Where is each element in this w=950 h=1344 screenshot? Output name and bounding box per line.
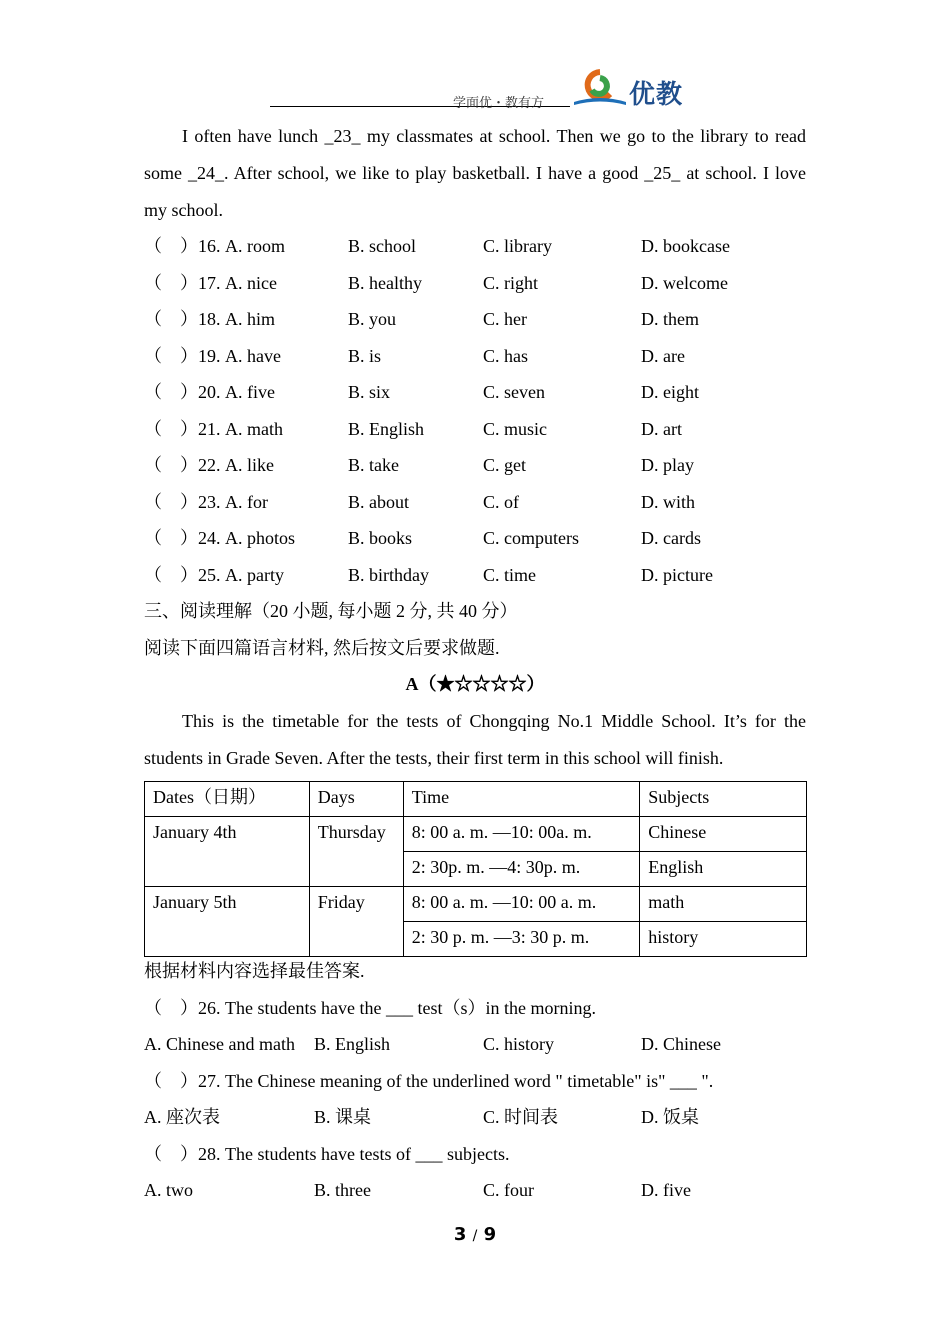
option-c: C. seven xyxy=(483,382,545,402)
option-a: A. 座次表 xyxy=(144,1107,220,1127)
option-b: B. you xyxy=(348,309,397,329)
option-d: D. eight xyxy=(641,382,699,402)
option-c: C. get xyxy=(483,455,526,475)
option-b: B. six xyxy=(348,382,391,402)
time-cell: 8: 00 a. m. —10: 00 a. m. xyxy=(403,887,640,922)
option-b: B. about xyxy=(348,492,409,512)
question-row xyxy=(144,301,806,337)
page-number xyxy=(0,1224,950,1245)
table-header-row xyxy=(145,782,807,817)
option-c: C. has xyxy=(483,346,528,366)
page-separator: / xyxy=(472,1228,478,1244)
header-cell: Days xyxy=(309,782,403,817)
option-b: B. take xyxy=(348,455,399,475)
question-28-options xyxy=(144,1172,806,1208)
question-stem: （ ）21. A. math xyxy=(144,419,283,439)
option-b: B. English xyxy=(348,419,425,439)
question-row xyxy=(144,447,806,483)
subject-cell: Chinese xyxy=(640,817,807,852)
question-stem: （ ）24. A. photos xyxy=(144,528,296,548)
option-d: D. are xyxy=(641,346,685,366)
option-d: D. picture xyxy=(641,565,713,585)
reading-instruction: 根据材料内容选择最佳答案. xyxy=(144,961,365,981)
option-b: B. school xyxy=(348,236,417,256)
passage-paragraph xyxy=(144,118,806,229)
option-d: D. cards xyxy=(641,528,701,548)
question-stem: （ ）25. A. party xyxy=(144,565,284,585)
passage-line-3: school. I love my school. xyxy=(144,163,807,220)
option-c: C. history xyxy=(483,1034,555,1054)
header-cell: Dates（日期） xyxy=(145,782,310,817)
option-b: B. 课桌 xyxy=(314,1107,372,1127)
option-b: B. healthy xyxy=(348,273,422,293)
option-d: D. them xyxy=(641,309,699,329)
intro-paragraph xyxy=(144,703,806,777)
logo-text: 优教 xyxy=(629,80,684,110)
option-c: C. computers xyxy=(483,528,579,548)
option-d: D. welcome xyxy=(641,273,728,293)
page-header xyxy=(270,68,690,110)
question-row xyxy=(144,411,806,447)
question-stem: （ ）23. A. for xyxy=(144,492,268,512)
option-c: C. of xyxy=(483,492,519,512)
option-c: C. 时间表 xyxy=(483,1107,559,1127)
option-a: A. two xyxy=(144,1180,193,1200)
option-b: B. English xyxy=(314,1034,391,1054)
passage-line-2: read some _24_. After school, we like to play basketball. I have a good _25_ at xyxy=(144,126,806,183)
current-page: 3 xyxy=(453,1224,467,1245)
header-cell: Subjects xyxy=(640,782,807,817)
option-b: B. is xyxy=(348,346,382,366)
question-row xyxy=(144,557,806,593)
time-cell: 2: 30 p. m. —3: 30 p. m. xyxy=(403,922,640,957)
option-a: A. Chinese and math xyxy=(144,1034,295,1054)
question-stem: （ ）17. A. nice xyxy=(144,273,277,293)
section-instruction: 阅读下面四篇语言材料, 然后按文后要求做题. xyxy=(144,638,500,658)
question-27-stem: （ ）27. The Chinese meaning of the underlined word " timetable" is" ___ ". xyxy=(144,1071,714,1091)
option-b: B. books xyxy=(348,528,413,548)
time-cell: 2: 30p. m. —4: 30p. m. xyxy=(403,852,640,887)
question-stem: （ ）16. A. room xyxy=(144,236,285,256)
header-slogan: 学面优・教有方 xyxy=(453,96,545,111)
subject-cell: math xyxy=(640,887,807,922)
header-cell: Time xyxy=(403,782,640,817)
question-26-options xyxy=(144,1026,806,1062)
option-d: D. bookcase xyxy=(641,236,730,256)
option-d: D. with xyxy=(641,492,695,512)
question-row xyxy=(144,338,806,374)
time-cell: 8: 00 a. m. —10: 00a. m. xyxy=(403,817,640,852)
option-c: C. right xyxy=(483,273,539,293)
date-cell: January 5th xyxy=(145,887,310,957)
question-stem: （ ）18. A. him xyxy=(144,309,276,329)
question-27-options xyxy=(144,1099,806,1135)
option-d: D. 饭桌 xyxy=(641,1107,699,1127)
question-row xyxy=(144,228,806,264)
question-row xyxy=(144,484,806,520)
question-stem: （ ）22. A. like xyxy=(144,455,274,475)
question-row xyxy=(144,520,806,556)
logo-icon xyxy=(572,68,628,110)
option-c: C. her xyxy=(483,309,527,329)
option-c: C. music xyxy=(483,419,548,439)
total-pages: 9 xyxy=(483,1224,497,1245)
passage-line-1: I often have lunch _23_ my classmates at school. Then we go to the library to xyxy=(182,126,769,146)
question-26-stem: （ ）26. The students have the ___ test（s）in the morning. xyxy=(144,998,596,1018)
option-c: C. library xyxy=(483,236,552,256)
youjiao-logo xyxy=(572,68,692,110)
subject-cell: history xyxy=(640,922,807,957)
option-b: B. birthday xyxy=(348,565,429,585)
option-c: C. time xyxy=(483,565,536,585)
question-row xyxy=(144,265,806,301)
intro-line-1: This is the timetable for the tests of Chongqing No.1 Middle School. It’s for the xyxy=(182,711,806,731)
option-c: C. four xyxy=(483,1180,534,1200)
table-row xyxy=(145,817,807,852)
question-row xyxy=(144,374,806,410)
option-b: B. three xyxy=(314,1180,371,1200)
date-cell: January 4th xyxy=(145,817,310,887)
subject-cell: English xyxy=(640,852,807,887)
table-row xyxy=(145,887,807,922)
day-cell: Friday xyxy=(309,887,403,957)
section-title: 三、阅读理解（20 小题, 每小题 2 分, 共 40 分） xyxy=(144,601,518,621)
question-stem: （ ）20. A. five xyxy=(144,382,275,402)
intro-line-2: students in Grade Seven. After the tests, their first term in this school will finish. xyxy=(144,748,724,768)
day-cell: Thursday xyxy=(309,817,403,887)
question-stem: （ ）19. A. have xyxy=(144,346,281,366)
question-28-stem: （ ）28. The students have tests of ___ subjects. xyxy=(144,1144,510,1164)
option-d: D. play xyxy=(641,455,694,475)
option-d: D. Chinese xyxy=(641,1034,721,1054)
timetable xyxy=(144,781,807,957)
passage-heading: A（★☆☆☆☆） xyxy=(405,674,545,694)
option-d: D. five xyxy=(641,1180,691,1200)
option-d: D. art xyxy=(641,419,682,439)
